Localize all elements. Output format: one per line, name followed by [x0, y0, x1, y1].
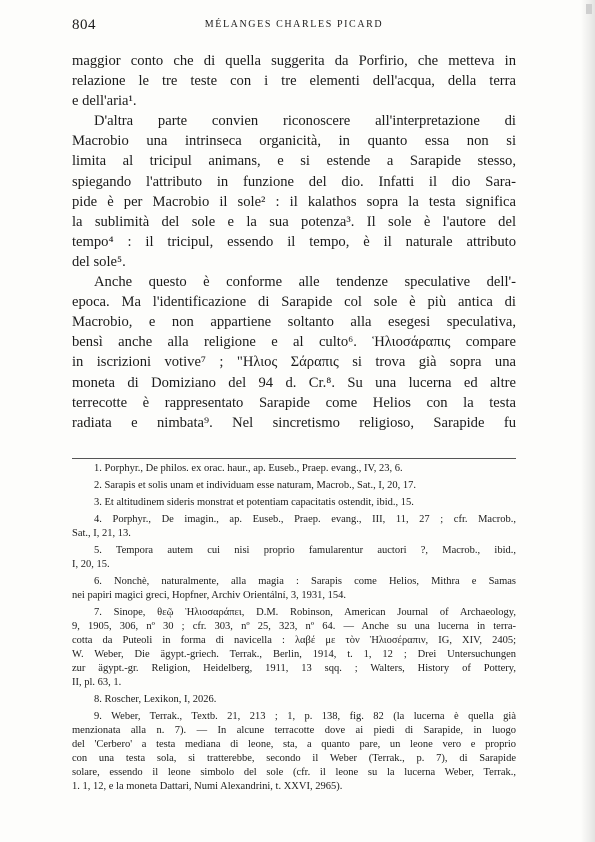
- page-edge-shadow: [581, 0, 595, 842]
- footnote-line: II, pl. 63, 1.: [72, 677, 122, 688]
- body-line: Macrobio, e non appartiene soltanto alla esegesi speculativa,: [72, 314, 516, 331]
- body-line: in iscrizioni votive⁷ ; "Ηλιος Σάραπις si trova già sopra una: [72, 354, 516, 371]
- footnote-line: con una testa sola, si tratterebbe, secondo il Weber (Terrak., p. 7), di Sarapide: [72, 753, 516, 764]
- footnote-line: 8. Roscher, Lexikon, I, 2026.: [94, 694, 217, 705]
- footnote-line: nei papiri magici greci, Hopfner, Archiv Orientální, 3, 1931, 154.: [72, 590, 346, 601]
- footnote-line: cotta da Puteoli in forma di navicella : λαβέ με τὸν Ἡλιοσέραπιν, IG, XIV, 2405;: [72, 635, 516, 646]
- footnote-line: 2. Sarapis et solis unam et individuam esse naturam, Macrob., Sat., I, 20, 17.: [94, 480, 416, 491]
- page-header: [72, 17, 516, 33]
- footnote-rule: [72, 458, 516, 459]
- footnote-line: Sat., I, 21, 13.: [72, 528, 131, 539]
- body-line: la sublimità del sole e la sua potenza³. Il sole è l'autore del: [72, 213, 516, 230]
- body-line: terrecotte è rappresentato Sarapide come Helios con la testa: [72, 394, 516, 411]
- footnotes: [72, 462, 516, 794]
- scan-edge-mark: [586, 4, 592, 14]
- footnote-line: 1. Porphyr., De philos. ex orac. haur., ap. Euseb., Praep. evang., IV, 23, 6.: [94, 463, 403, 474]
- footnote-line: del 'Cerbero' a testa mediana di leone, sta, a quanto pare, un leone vero e proprio: [72, 739, 516, 750]
- footnote-line: 5. Tempora autem cui nisi proprio famularentur auctori ?, Macrob., ibid.,: [94, 545, 516, 556]
- footnote-line: 6. Nonchè, naturalmente, alla magia : Sarapis come Helios, Mithra e Samas: [94, 576, 516, 587]
- body-line: radiata e nimbata⁹. Nel sincretismo religioso, Sarapide fu: [72, 414, 516, 431]
- body-line: spiegando l'attributo in funzione del dio. Infatti il dio Sara-: [72, 173, 516, 190]
- body-line: limita al tricipul animans, e si estende a Sarapide stesso,: [72, 153, 516, 170]
- footnote-line: 7. Sinope, θεῷ Ἡλιοσαράπει, D.M. Robinson, American Journal of Archaeology,: [94, 607, 516, 618]
- footnote-line: zur ägypt.-gr. Religion, Heidelberg, 1911, 13 sqq. ; Walters, History of Pottery,: [72, 663, 516, 674]
- body-line: bensì anche alla religione e al culto⁶. Ἡλιοσάραπις compare: [72, 334, 516, 351]
- body-text: [72, 51, 516, 433]
- footnote-line: menzionata alla n. 7). — In alcune terracotte dove ai piedi di Sarapide, in luogo: [72, 725, 516, 736]
- footnote-line: 4. Porphyr., De imagin., ap. Euseb., Praep. evang., III, 11, 27 ; cfr. Macrob.,: [94, 514, 516, 525]
- body-line: e dell'aria¹.: [72, 93, 137, 110]
- footnote-line: W. Weber, Die ägypt.-griech. Terrak., Berlin, 1914, t. 1, 12 ; Drei Untersuchungen: [72, 649, 516, 660]
- running-head: MÉLANGES CHARLES PICARD: [204, 19, 384, 30]
- body-line: moneta di Domiziano del 94 d. Cr.⁸. Su una lucerna ed altre: [72, 374, 516, 391]
- footnote-line: 9. Weber, Terrak., Textb. 21, 213 ; 1, p. 138, fig. 82 (la lucerna è quella già: [94, 711, 516, 722]
- body-line: relazione le tre teste con i tre elementi dell'acqua, della terra: [72, 73, 516, 90]
- body-line: pide è per Macrobio il sole² : il kalathos sopra la testa significa: [72, 193, 516, 210]
- body-line: Anche questo è conforme alle tendenze speculative dell'-: [94, 274, 516, 291]
- body-line: Macrobio una intrinseca organicità, in quanto essa non si: [72, 133, 516, 150]
- footnote-line: 1. 1, 12, e la moneta Dattari, Numi Alexandrini, t. XXVI, 2965).: [72, 781, 343, 792]
- footnote-line: 9, 1905, 306, nº 30 ; cfr. 303, nº 25, 323, nº 64. — Anche su una lucerna in terra-: [72, 621, 516, 632]
- body-line: maggior conto che di quella suggerita da Porfirio, che metteva in: [72, 53, 516, 69]
- body-line: tempo⁴ : il tricipul, essendo il tempo, è il naturale attributo: [72, 233, 516, 250]
- footnote-line: solare, essendo il leone simbolo del sole (cfr. il leone su la lucerna Weber, Terrak.,: [72, 767, 516, 778]
- body-line: del sole⁵.: [72, 253, 126, 270]
- footnote-line: I, 20, 15.: [72, 559, 110, 570]
- body-line: epoca. Ma l'identificazione di Sarapide col sole è più antica di: [72, 294, 516, 311]
- page-number: 804: [72, 17, 96, 33]
- body-line: D'altra parte convien riconoscere all'interpretazione di: [94, 113, 516, 130]
- footnote-line: 3. Et altitudinem sideris monstrat et potentiam capacitatis ostendit, ibid., 15.: [94, 497, 414, 508]
